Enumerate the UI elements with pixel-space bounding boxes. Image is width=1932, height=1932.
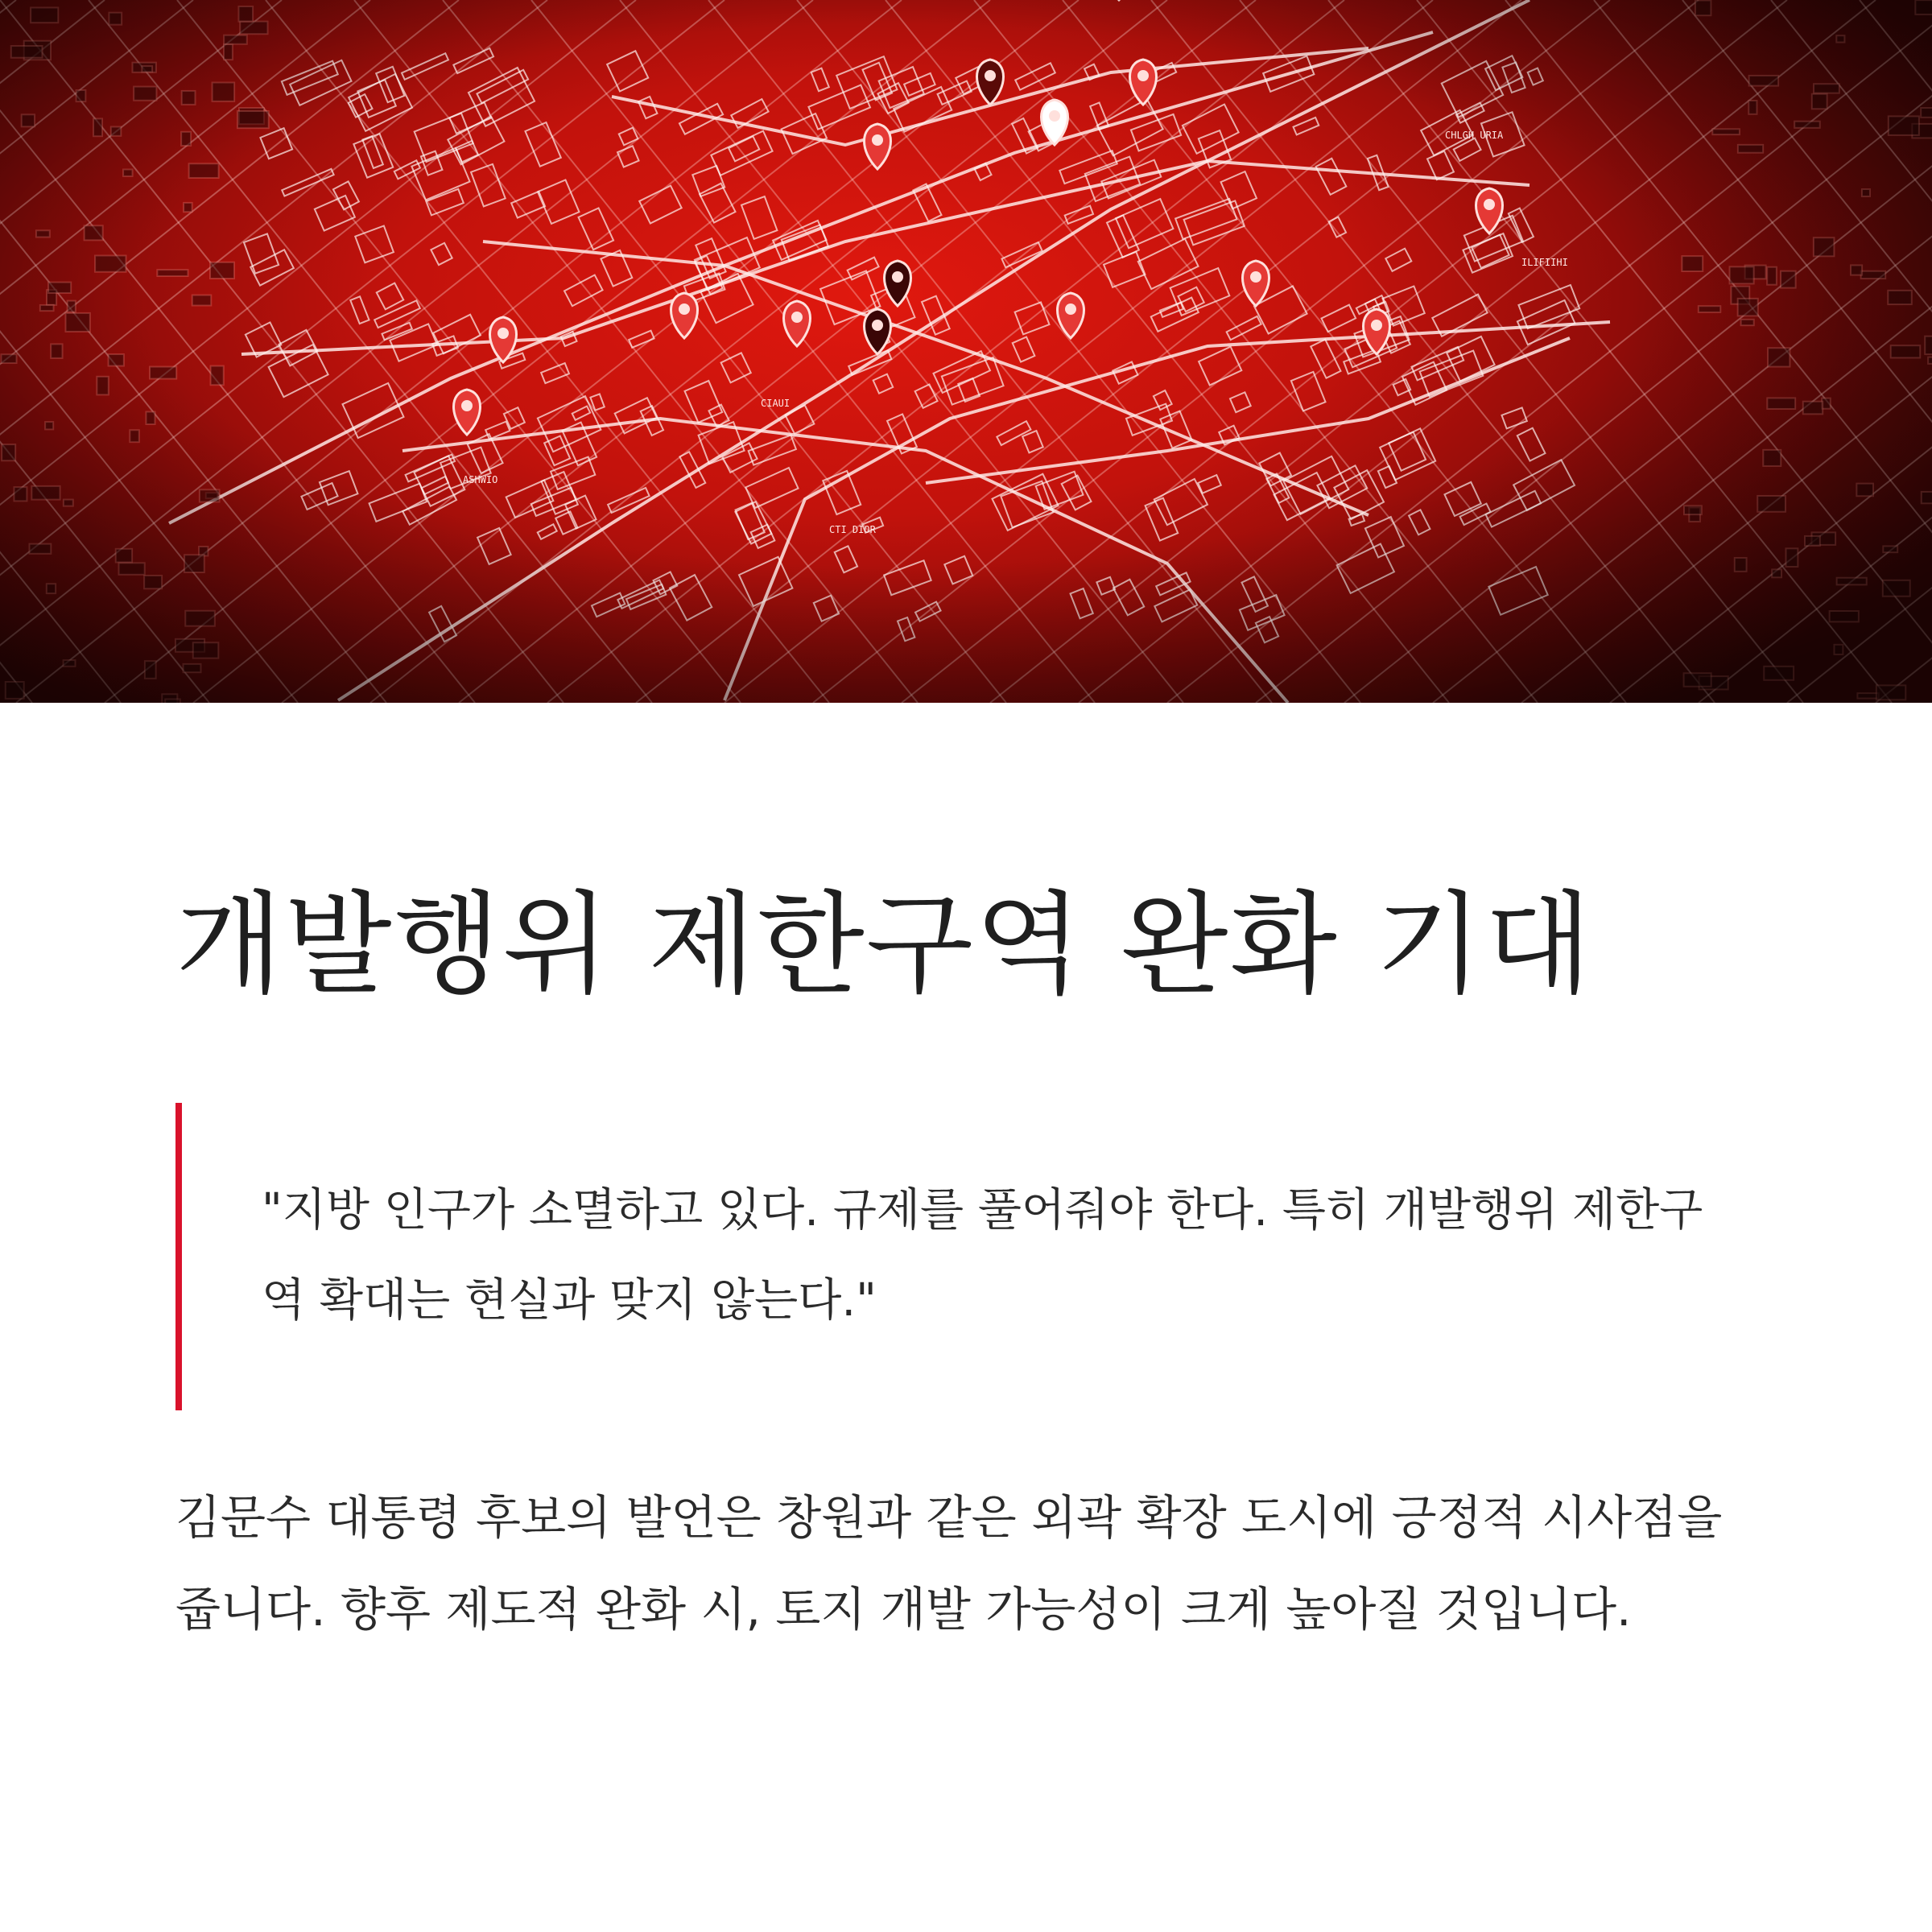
hero-map-image [0, 0, 1932, 703]
page-title: 개발행위 제한구역 완화 기대 [175, 880, 1594, 1009]
quote-accent-bar [175, 1103, 182, 1410]
city-map-illustration [0, 0, 1932, 703]
body-paragraph: 김문수 대통령 후보의 발언은 창원과 같은 외곽 확장 도시에 긍정적 시사점을 줍니다. 향후 제도적 완화 시, 토지 개발 가능성이 크게 높아질 것입니다. [175, 1490, 1723, 1637]
quote-text: "지방 인구가 소멸하고 있다. 규제를 풀어줘야 한다. 특히 개발행위 제한구역 확대는 현실과 맞지 않는다." [262, 1184, 1703, 1327]
